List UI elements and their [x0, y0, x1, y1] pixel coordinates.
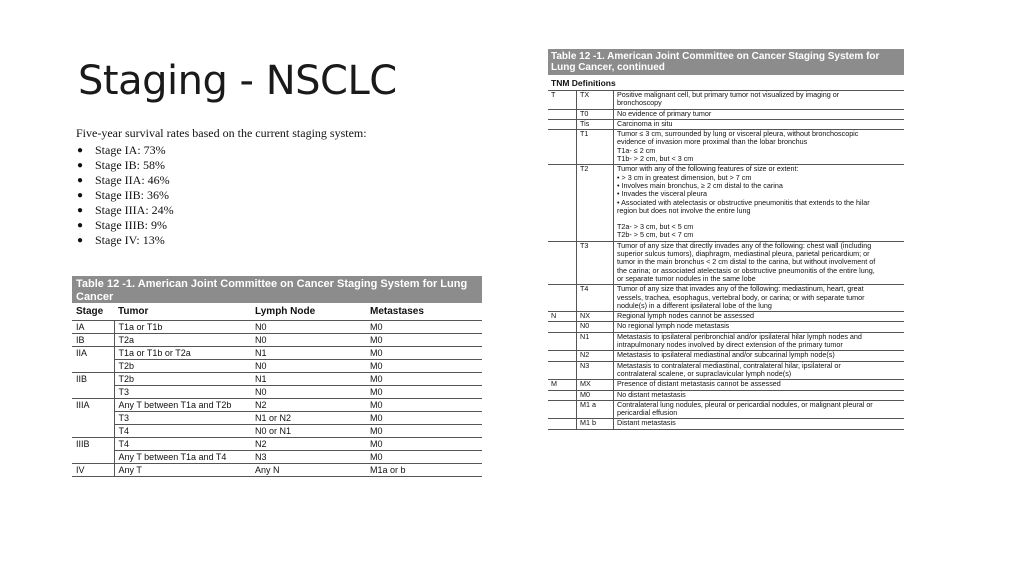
cell-node: N0	[251, 360, 366, 373]
table-row	[548, 361, 904, 380]
staging-head-row	[72, 303, 482, 321]
cell-description	[614, 285, 905, 312]
cell-category	[548, 119, 577, 129]
slide-title: Staging - NSCLC	[78, 58, 397, 104]
cell-met: M0	[366, 451, 482, 464]
cell-description	[614, 400, 905, 419]
cell-tumor: T3	[114, 386, 251, 399]
table-row	[548, 400, 904, 419]
survival-item: ● Stage IIIB: 9%	[77, 218, 167, 232]
description-line: T1b- > 2 cm, but < 3 cm	[617, 154, 694, 164]
bullet-icon: ●	[77, 220, 84, 231]
survival-item: ● Stage IV: 13%	[77, 233, 165, 247]
table-row	[548, 419, 904, 429]
cell-node: N1	[251, 373, 366, 386]
cell-category: M	[548, 380, 577, 390]
cell-tumor: Any T	[114, 464, 251, 477]
description-line: No evidence of primary tumor	[617, 108, 712, 118]
cell-code: N1	[577, 332, 614, 351]
survival-item: ● Stage IA: 73%	[77, 143, 166, 157]
cell-met: M1a or b	[366, 464, 482, 477]
cell-met: M0	[366, 360, 482, 373]
cell-category: T	[548, 91, 577, 109]
description-line: pericardial effusion	[617, 408, 678, 418]
cell-category	[548, 241, 577, 284]
cell-description	[614, 361, 905, 380]
description-line: T2a- > 3 cm, but < 5 cm	[617, 222, 694, 232]
description-line: T1a- ≤ 2 cm	[617, 145, 656, 155]
cell-code: M1 b	[577, 419, 614, 429]
tnm-grid	[548, 91, 904, 430]
description-line: T2b- > 5 cm, but < 7 cm	[617, 230, 694, 240]
cell-node: N0	[251, 321, 366, 334]
table-row	[548, 390, 904, 400]
cell-code: T4	[577, 285, 614, 312]
table-row	[548, 380, 904, 390]
bullet-icon: ●	[77, 190, 84, 201]
cell-description	[614, 332, 905, 351]
tnm-table-header: Table 12 -1. American Joint Committee on Cancer Staging System for Lung Cancer, continued	[548, 49, 904, 75]
description-line: No regional lymph node metastasis	[617, 321, 730, 331]
cell-code: M0	[577, 390, 614, 400]
bullet-icon: ●	[77, 235, 84, 246]
table-row	[548, 312, 904, 322]
description-line: bronchoscopy	[617, 98, 662, 108]
cell-category	[548, 130, 577, 165]
table-row	[72, 399, 482, 412]
bullet-icon: ●	[77, 145, 84, 156]
table-row	[548, 332, 904, 351]
description-line: Carcinoma in situ	[617, 118, 673, 128]
cell-met: M0	[366, 386, 482, 399]
cell-tumor: T2b	[114, 360, 251, 373]
description-line: Contralateral lung nodules, pleural or pericardial nodules, or malignant pleural or	[617, 399, 873, 409]
cell-stage	[72, 412, 114, 425]
survival-list	[76, 143, 406, 248]
cell-description	[614, 165, 905, 241]
cell-code: N3	[577, 361, 614, 380]
cell-tumor: T4	[114, 438, 251, 451]
cell-code: T1	[577, 130, 614, 165]
cell-tumor: Any T between T1a and T4	[114, 451, 251, 464]
cell-met: M0	[366, 373, 482, 386]
cell-tumor: T4	[114, 425, 251, 438]
cell-category	[548, 351, 577, 361]
staging-body	[72, 321, 482, 477]
description-line: superior sulcus tumors), diaphragm, mediastinal pleura, parietal pericardium; or	[617, 249, 870, 259]
description-line: Metastasis to contralateral mediastinal, contralateral hilar, ipsilateral or	[617, 360, 841, 370]
cell-tumor: T2a	[114, 334, 251, 347]
description-line: Tumor with any of the following features of size or extent:	[617, 164, 799, 174]
description-line: or separate tumor nodules in the same lobe	[617, 273, 756, 283]
cell-category	[548, 109, 577, 119]
cell-description	[614, 390, 905, 400]
cell-node: N0	[251, 334, 366, 347]
survival-item: ● Stage IIIA: 24%	[77, 203, 174, 217]
description-line: intrapulmonary nodes involved by direct extension of the primary tumor	[617, 340, 843, 350]
table-row	[548, 91, 904, 109]
cell-stage	[72, 386, 114, 399]
cell-description	[614, 351, 905, 361]
bullet-icon: ●	[77, 160, 84, 171]
cell-stage: IA	[72, 321, 114, 334]
table-row	[72, 334, 482, 347]
cell-stage: IIIB	[72, 438, 114, 451]
bullet-icon: ●	[77, 175, 84, 186]
description-line: Presence of distant metastasis cannot be assessed	[617, 379, 781, 389]
cell-node: N2	[251, 438, 366, 451]
cell-stage: IIB	[72, 373, 114, 386]
description-line: Positive malignant cell, but primary tumor not visualized by imaging or	[617, 90, 840, 99]
description-line: • Associated with atelectasis or obstructive pneumonitis that extends to the hilar	[617, 197, 870, 207]
cell-stage: IV	[72, 464, 114, 477]
cell-description	[614, 322, 905, 332]
survival-item: ● Stage IIA: 46%	[77, 173, 170, 187]
cell-node: N1	[251, 347, 366, 360]
table-row	[72, 373, 482, 386]
cell-code: MX	[577, 380, 614, 390]
table-row	[72, 360, 482, 373]
survival-item: ● Stage IB: 58%	[77, 158, 165, 172]
description-line: Tumor of any size that directly invades any of the following: chest wall (including	[617, 240, 872, 250]
cell-code: T0	[577, 109, 614, 119]
description-line: Distant metastasis	[617, 418, 676, 428]
table-row	[72, 451, 482, 464]
cell-description	[614, 419, 905, 429]
description-line: contralateral scalene, or supraclavicular lymph node(s)	[617, 368, 792, 378]
cell-code: Tis	[577, 119, 614, 129]
cell-category	[548, 419, 577, 429]
cell-category	[548, 322, 577, 332]
table-row	[548, 130, 904, 165]
description-line: region but does not involve the entire lung	[617, 205, 751, 215]
survival-item: ● Stage IIB: 36%	[77, 188, 169, 202]
cell-met: M0	[366, 412, 482, 425]
cell-description	[614, 130, 905, 165]
cell-stage: IIIA	[72, 399, 114, 412]
col-header-tumor: Tumor	[114, 303, 251, 321]
table-row	[72, 321, 482, 334]
col-header-lymph-node: Lymph Node	[251, 303, 366, 321]
tnm-table	[548, 49, 904, 430]
col-header-metastases: Metastases	[366, 303, 482, 321]
description-line: Metastasis to ipsilateral mediastinal and/or subcarinal lymph node(s)	[617, 350, 835, 360]
cell-description	[614, 91, 905, 109]
staging-table	[72, 276, 482, 477]
cell-met: M0	[366, 425, 482, 438]
cell-stage	[72, 451, 114, 464]
col-header-stage: Stage	[72, 303, 114, 321]
table-row	[548, 119, 904, 129]
cell-tumor: T3	[114, 412, 251, 425]
cell-stage: IIA	[72, 347, 114, 360]
cell-stage	[72, 360, 114, 373]
cell-category	[548, 390, 577, 400]
cell-code: TX	[577, 91, 614, 109]
description-line: vessels, trachea, esophagus, vertebral body, or carina; or with separate tumor	[617, 292, 865, 302]
cell-tumor: T1a or T1b or T2a	[114, 347, 251, 360]
cell-node: N1 or N2	[251, 412, 366, 425]
cell-stage: IB	[72, 334, 114, 347]
cell-description	[614, 241, 905, 284]
cell-node: N2	[251, 399, 366, 412]
cell-code: NX	[577, 312, 614, 322]
cell-description	[614, 109, 905, 119]
cell-stage	[72, 425, 114, 438]
cell-met: M0	[366, 334, 482, 347]
cell-code: T3	[577, 241, 614, 284]
table-row	[548, 109, 904, 119]
table-row	[548, 241, 904, 284]
staging-table-header: Table 12 -1. American Joint Committee on Cancer Staging System for Lung Cancer	[72, 276, 482, 303]
table-row	[72, 425, 482, 438]
cell-description	[614, 119, 905, 129]
survival-intro: Five-year survival rates based on the current staging system:	[76, 126, 367, 140]
table-row	[548, 285, 904, 312]
table-row	[72, 386, 482, 399]
cell-category	[548, 332, 577, 351]
cell-category	[548, 285, 577, 312]
table-row	[72, 347, 482, 360]
table-row	[72, 464, 482, 477]
cell-tumor: T2b	[114, 373, 251, 386]
cell-node: Any N	[251, 464, 366, 477]
table-row	[72, 412, 482, 425]
description-line: evidence of invasion more proximal than the lobar bronchus	[617, 137, 808, 147]
description-line: Tumor of any size that invades any of the following: mediastinum, heart, great	[617, 284, 864, 294]
tnm-subheader: TNM Definitions	[548, 75, 904, 91]
cell-node: N3	[251, 451, 366, 464]
cell-tumor: T1a or T1b	[114, 321, 251, 334]
description-line: the carina; or associated atelectasis or obstructive pneumonitis of the entire lung,	[617, 265, 875, 275]
cell-code: T2	[577, 165, 614, 241]
cell-category	[548, 361, 577, 380]
description-line: Tumor ≤ 3 cm, surrounded by lung or visceral pleura, without bronchoscopic	[617, 129, 859, 139]
description-line: • Involves main bronchus, ≥ 2 cm distal to the carina	[617, 180, 783, 190]
cell-code: N2	[577, 351, 614, 361]
cell-met: M0	[366, 321, 482, 334]
bullet-icon: ●	[77, 205, 84, 216]
cell-description	[614, 380, 905, 390]
cell-description	[614, 312, 905, 322]
description-line: nodule(s) in a different ipsilateral lobe of the lung	[617, 300, 772, 310]
cell-met: M0	[366, 438, 482, 451]
tnm-body	[548, 91, 904, 429]
description-line: • > 3 cm in greatest dimension, but > 7 cm	[617, 172, 752, 182]
cell-node: N0	[251, 386, 366, 399]
cell-code: N0	[577, 322, 614, 332]
cell-category	[548, 400, 577, 419]
cell-met: M0	[366, 347, 482, 360]
table-row	[548, 165, 904, 241]
staging-grid	[72, 303, 482, 477]
description-line: • Invades the visceral pleura	[617, 189, 708, 199]
survival-rates	[76, 126, 406, 248]
cell-code: M1 a	[577, 400, 614, 419]
description-line: tumor in the main bronchus < 2 cm distal to the carina, but without involvement of	[617, 257, 876, 267]
cell-category: N	[548, 312, 577, 322]
cell-tumor: Any T between T1a and T2b	[114, 399, 251, 412]
description-line: Metastasis to ipsilateral peribronchial and/or ipsilateral hilar lymph nodes and	[617, 331, 862, 341]
cell-node: N0 or N1	[251, 425, 366, 438]
table-row	[548, 351, 904, 361]
cell-category	[548, 165, 577, 241]
description-line: No distant metastasis	[617, 389, 686, 399]
cell-met: M0	[366, 399, 482, 412]
table-row	[72, 438, 482, 451]
description-line: Regional lymph nodes cannot be assessed	[617, 311, 755, 321]
table-row	[548, 322, 904, 332]
